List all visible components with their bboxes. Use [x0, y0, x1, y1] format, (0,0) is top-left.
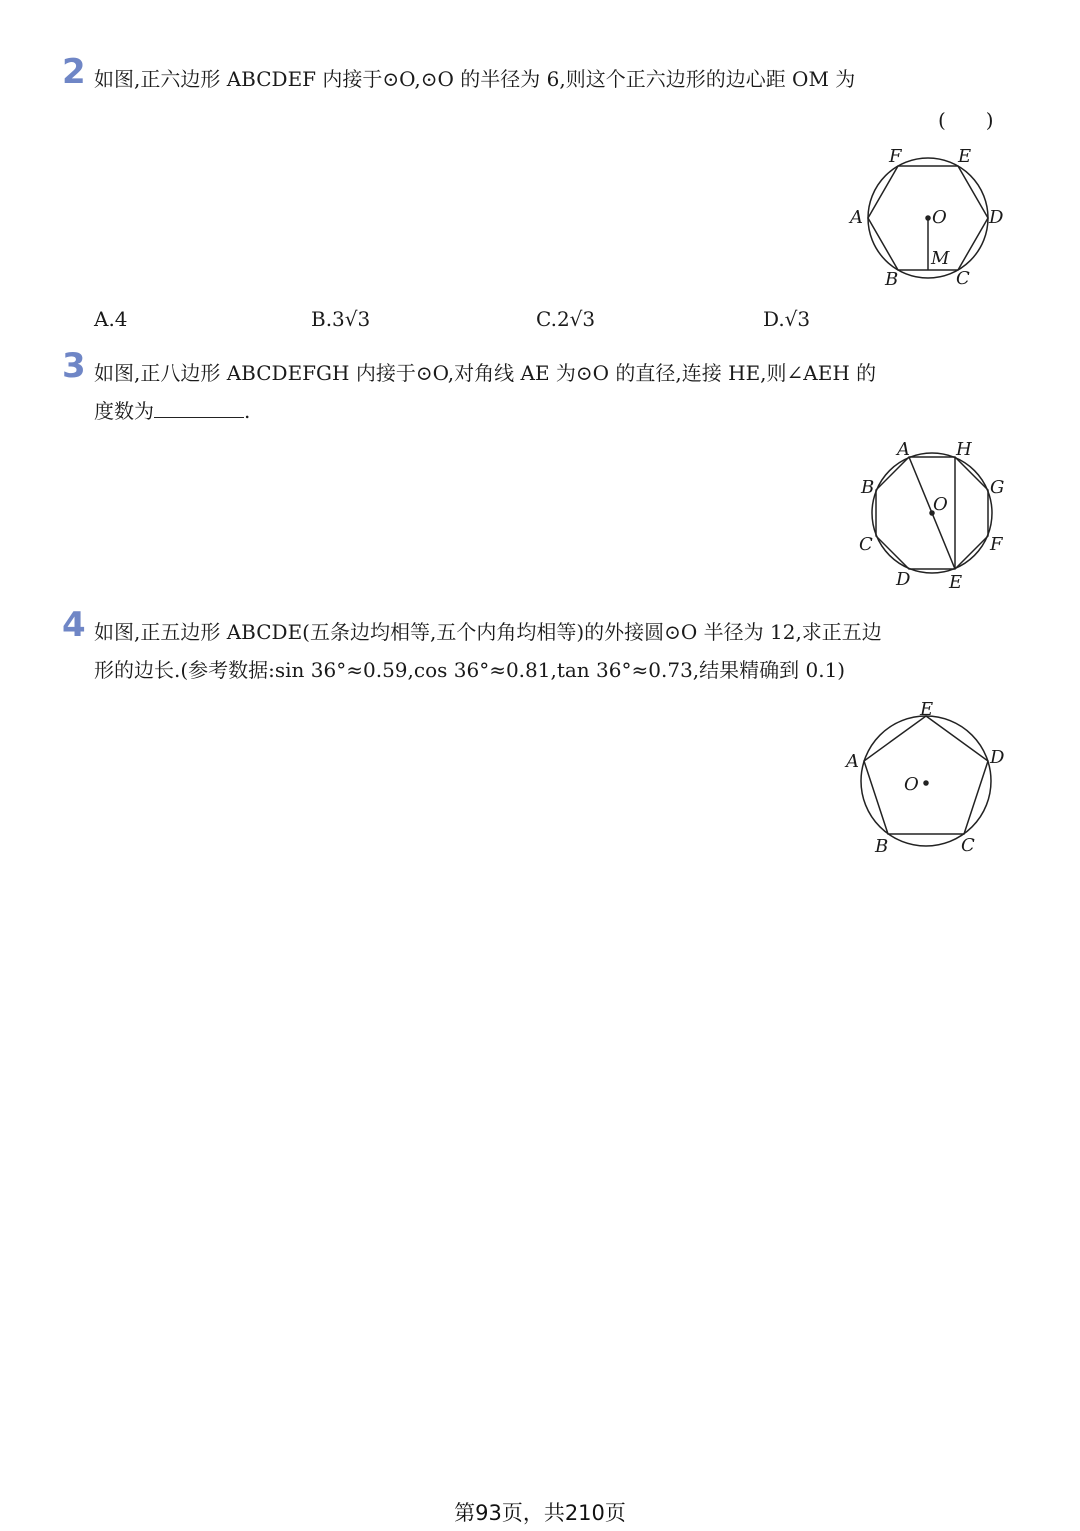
question-number: 4: [62, 605, 86, 645]
question-4: [62, 605, 1012, 689]
question-2: [62, 52, 1012, 98]
label-H: H: [956, 439, 972, 460]
label-A: A: [897, 439, 910, 460]
label-D: D: [989, 207, 1004, 228]
choice-d: D.√3: [763, 307, 811, 331]
label-A: A: [846, 751, 859, 772]
hexagon-figure: [840, 140, 1020, 295]
octagon-figure: [850, 435, 1020, 595]
label-A: A: [850, 207, 863, 228]
label-D: D: [990, 747, 1005, 768]
question-number: 3: [62, 346, 86, 386]
label-F: F: [889, 146, 902, 167]
page-footer: 第93页，共210页: [454, 1501, 626, 1525]
label-B: B: [875, 836, 889, 857]
question-text-line2: 度数为: [94, 399, 154, 423]
label-G: G: [990, 477, 1005, 498]
question-text-line1: 如图,正五边形 ABCDE(五条边均相等,五个内角均相等)的外接圆⊙O 半径为 12,求正五边: [94, 620, 882, 644]
answer-blank: [154, 397, 244, 418]
label-E: E: [920, 699, 934, 720]
pentagon-figure: [840, 695, 1020, 860]
label-E: E: [949, 572, 963, 593]
choice-a: A.4: [94, 307, 128, 331]
label-O: O: [933, 494, 948, 515]
label-B: B: [861, 477, 875, 498]
label-C: C: [961, 835, 975, 856]
label-C: C: [859, 534, 873, 555]
label-D: D: [896, 569, 911, 590]
label-F: F: [990, 534, 1003, 555]
label-M: M: [931, 248, 950, 269]
choice-b: B.3√3: [311, 307, 371, 331]
question-3: 3 如图,正八边形 ABCDEFGH 内接于⊙O,对角线 AE 为⊙O 的直径,连接 HE,则∠AEH 的 度数为 .: [62, 354, 1012, 430]
question-text-line2: 形的边长.(参考数据:sin 36°≈0.59,cos 36°≈0.81,tan 36°≈0.73,结果精确到 0.1): [94, 658, 846, 682]
question-number: 2: [62, 52, 86, 92]
label-B: B: [885, 269, 899, 290]
choice-c: C.2√3: [536, 307, 596, 331]
label-O: O: [904, 774, 919, 795]
label-C: C: [956, 268, 970, 289]
label-E: E: [958, 146, 972, 167]
label-O: O: [932, 207, 947, 228]
question-text: 如图,正六边形 ABCDEF 内接于⊙O,⊙O 的半径为 6,则这个正六边形的边心距 OM 为: [94, 67, 856, 91]
question-text-line1: 如图,正八边形 ABCDEFGH 内接于⊙O,对角线 AE 为⊙O 的直径,连接 HE,则∠AEH 的: [94, 361, 877, 385]
answer-paren: ( ): [938, 108, 994, 132]
